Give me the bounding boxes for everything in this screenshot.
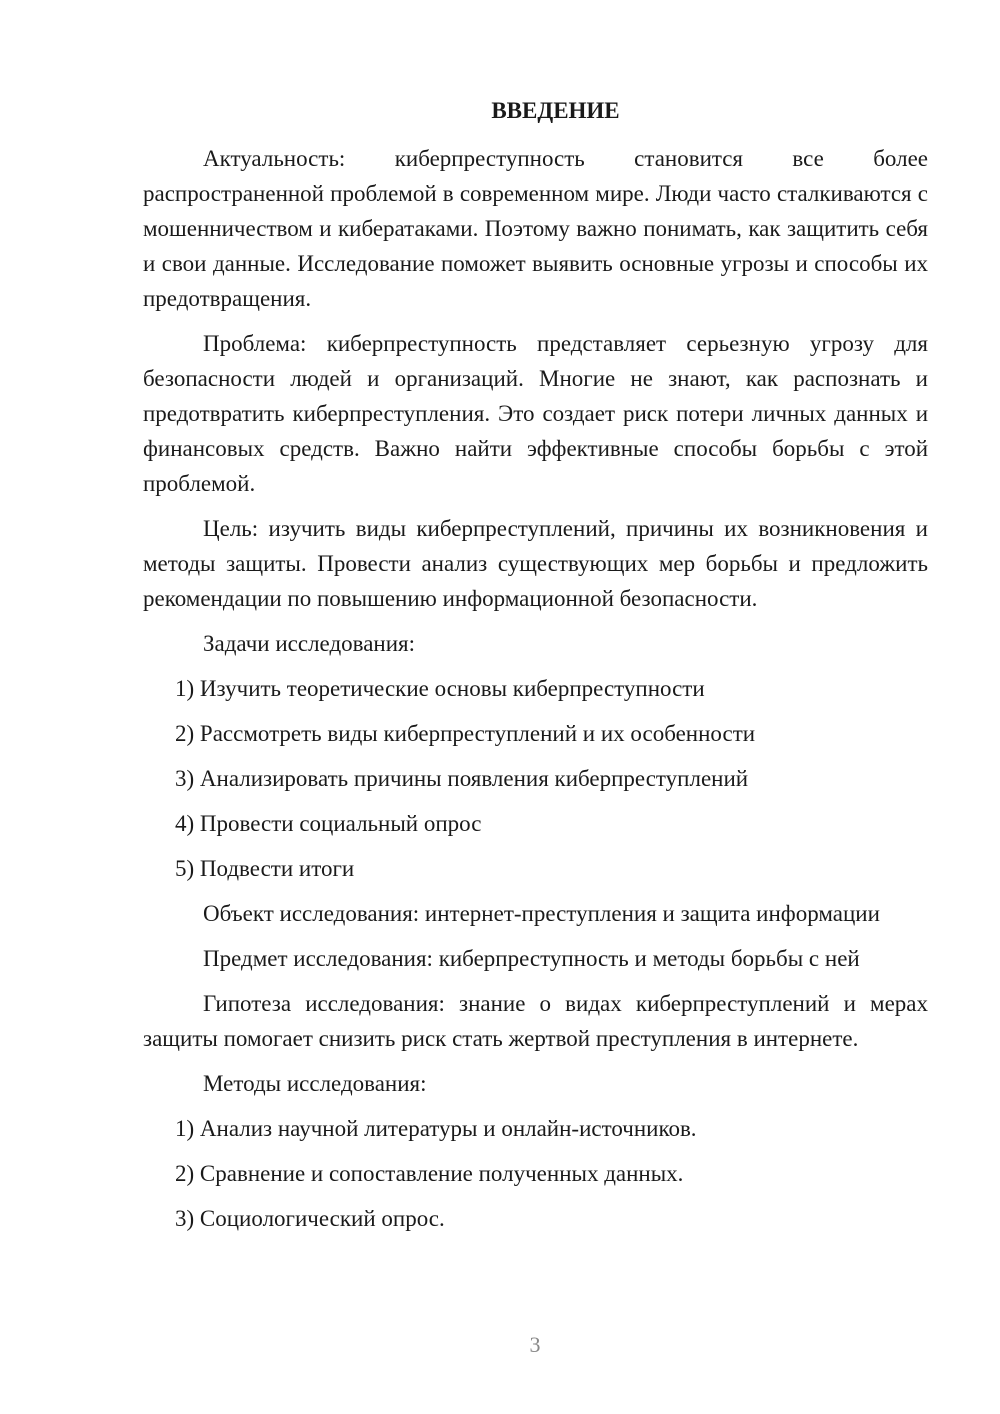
methods-heading: Методы исследования: bbox=[203, 1071, 427, 1096]
task-item: 4) Провести социальный опрос bbox=[175, 811, 482, 836]
page-content bbox=[143, 93, 928, 1246]
subject-paragraph: Предмет исследования: киберпреступность и методы борьбы с ней bbox=[203, 946, 860, 971]
method-item: 1) Анализ научной литературы и онлайн-источников. bbox=[175, 1116, 697, 1141]
method-item: 3) Социологический опрос. bbox=[175, 1206, 445, 1231]
task-item: 5) Подвести итоги bbox=[175, 856, 355, 881]
relevance-paragraph: Актуальность: киберпреступность становится все более распространенной проблемой в современном мире. Люди часто сталкиваются с мошенничеством и кибератаками. Поэтому важно понимать, как защитить себя и свои данные. Исследование поможет выявить основные угрозы и способы их предотвращения. bbox=[143, 146, 928, 311]
task-item: 2) Рассмотреть виды киберпреступлений и их особенности bbox=[175, 721, 756, 746]
page-number: 3 bbox=[529, 1332, 541, 1357]
hypothesis-paragraph: Гипотеза исследования: знание о видах киберпреступлений и мерах защиты помогает снизить риск стать жертвой преступления в интернете. bbox=[143, 991, 928, 1051]
page-title: ВВЕДЕНИЕ bbox=[491, 98, 620, 123]
problem-paragraph: Проблема: киберпреступность представляет серьезную угрозу для безопасности людей и организаций. Многие не знают, как распознать и предотвратить киберпреступления. Это создает риск потери личных данных и финансовых средств. Важно найти эффективные способы борьбы с этой проблемой. bbox=[143, 331, 928, 496]
object-paragraph: Объект исследования: интернет-преступления и защита информации bbox=[203, 901, 880, 926]
goal-paragraph: Цель: изучить виды киберпреступлений, причины их возникновения и методы защиты. Провести анализ существующих мер борьбы и предложить рекомендации по повышению информационной безопасности. bbox=[143, 516, 928, 611]
method-item: 2) Сравнение и сопоставление полученных данных. bbox=[175, 1161, 684, 1186]
task-item: 1) Изучить теоретические основы киберпреступности bbox=[175, 676, 705, 701]
task-item: 3) Анализировать причины появления киберпреступлений bbox=[175, 766, 749, 791]
tasks-heading: Задачи исследования: bbox=[203, 631, 416, 656]
